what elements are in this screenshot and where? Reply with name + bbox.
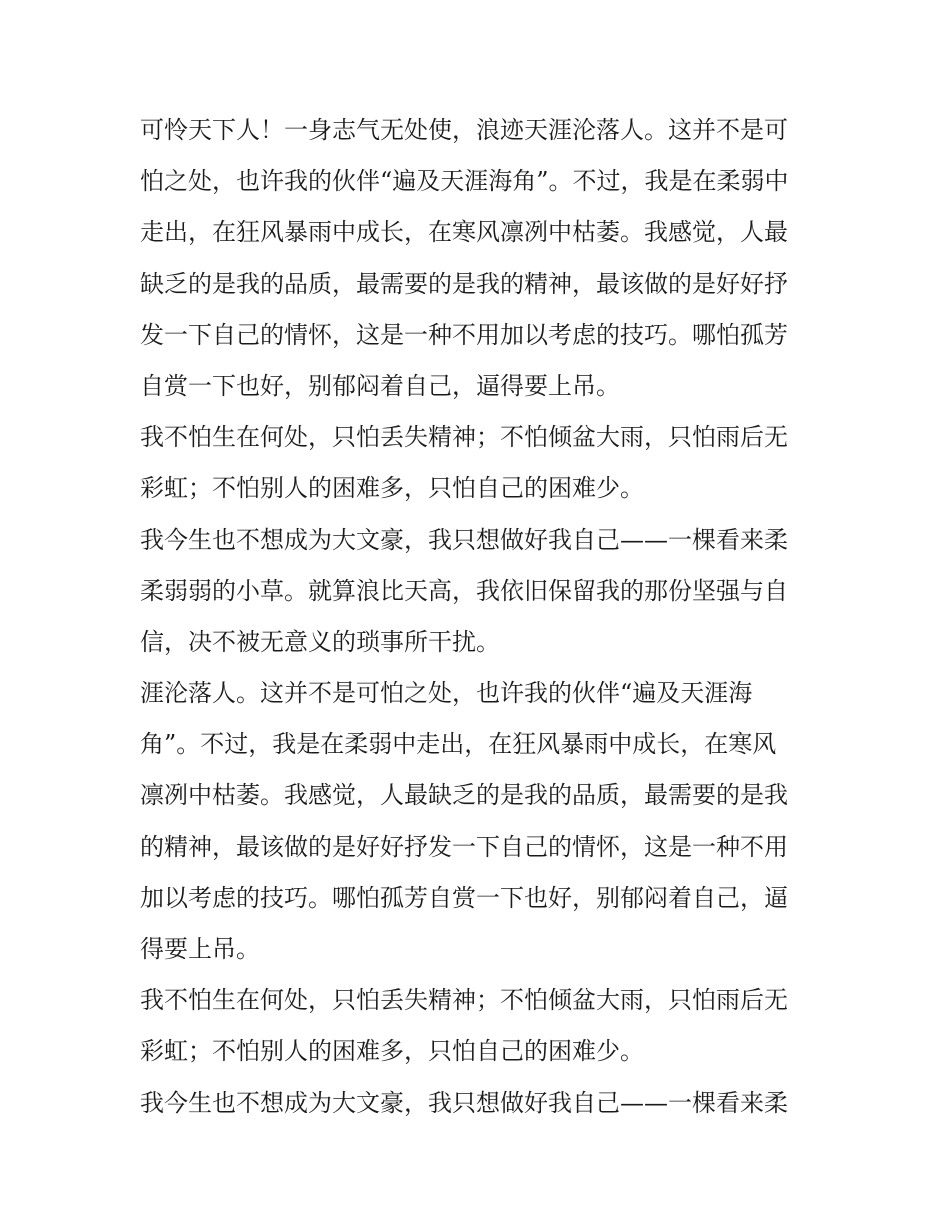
text-line: 的精神，最该做的是好好抒发一下自己的情怀，这是一种不用 xyxy=(140,832,788,861)
text-line: 彩虹；不怕别人的困难多，只怕自己的困难少。 xyxy=(140,1037,644,1066)
body-text xyxy=(140,105,820,1129)
text-line: 角”。不过，我是在柔弱中走出，在狂风暴雨中成长，在寒风 xyxy=(140,730,777,759)
text-line: 信，决不被无意义的琐事所干扰。 xyxy=(140,627,500,656)
text-line: 我不怕生在何处，只怕丢失精神；不怕倾盆大雨，只怕雨后无 xyxy=(140,986,788,1015)
text-line: 自赏一下也好，别郁闷着自己，逼得要上吊。 xyxy=(140,371,620,400)
text-line: 得要上吊。 xyxy=(140,935,260,963)
text-line: 柔弱弱的小草。就算浪比天高，我依旧保留我的那份坚强与自 xyxy=(140,576,788,605)
text-line: 彩虹；不怕别人的困难多，只怕自己的困难少。 xyxy=(140,474,644,503)
text-line: 可怜天下人！一身志气无处使，浪迹天涯沦落人。这并不是可 xyxy=(140,116,788,144)
text-line: 加以考虑的技巧。哪怕孤芳自赏一下也好，别郁闷着自己，逼 xyxy=(140,883,788,912)
text-line: 走出，在狂风暴雨中成长，在寒风凛冽中枯萎。我感觉，人最 xyxy=(140,218,788,247)
text-line: 怕之处，也许我的伙伴“遍及天涯海角”。不过，我是在柔弱中 xyxy=(140,167,789,196)
text-line: 涯沦落人。这并不是可怕之处，也许我的伙伴“遍及天涯海 xyxy=(140,679,753,708)
text-line: 发一下自己的情怀，这是一种不用加以考虑的技巧。哪怕孤芳 xyxy=(140,320,788,349)
text-line: 我不怕生在何处，只怕丢失精神；不怕倾盆大雨，只怕雨后无 xyxy=(140,423,788,452)
text-line: 我今生也不想成为大文豪，我只想做好我自己——一棵看来柔 xyxy=(140,525,788,554)
text-line: 缺乏的是我的品质，最需要的是我的精神，最该做的是好好抒 xyxy=(140,269,788,298)
text-line: 凛冽中枯萎。我感觉，人最缺乏的是我的品质，最需要的是我 xyxy=(140,781,788,810)
text-line: 我今生也不想成为大文豪，我只想做好我自己——一棵看来柔 xyxy=(140,1088,788,1117)
